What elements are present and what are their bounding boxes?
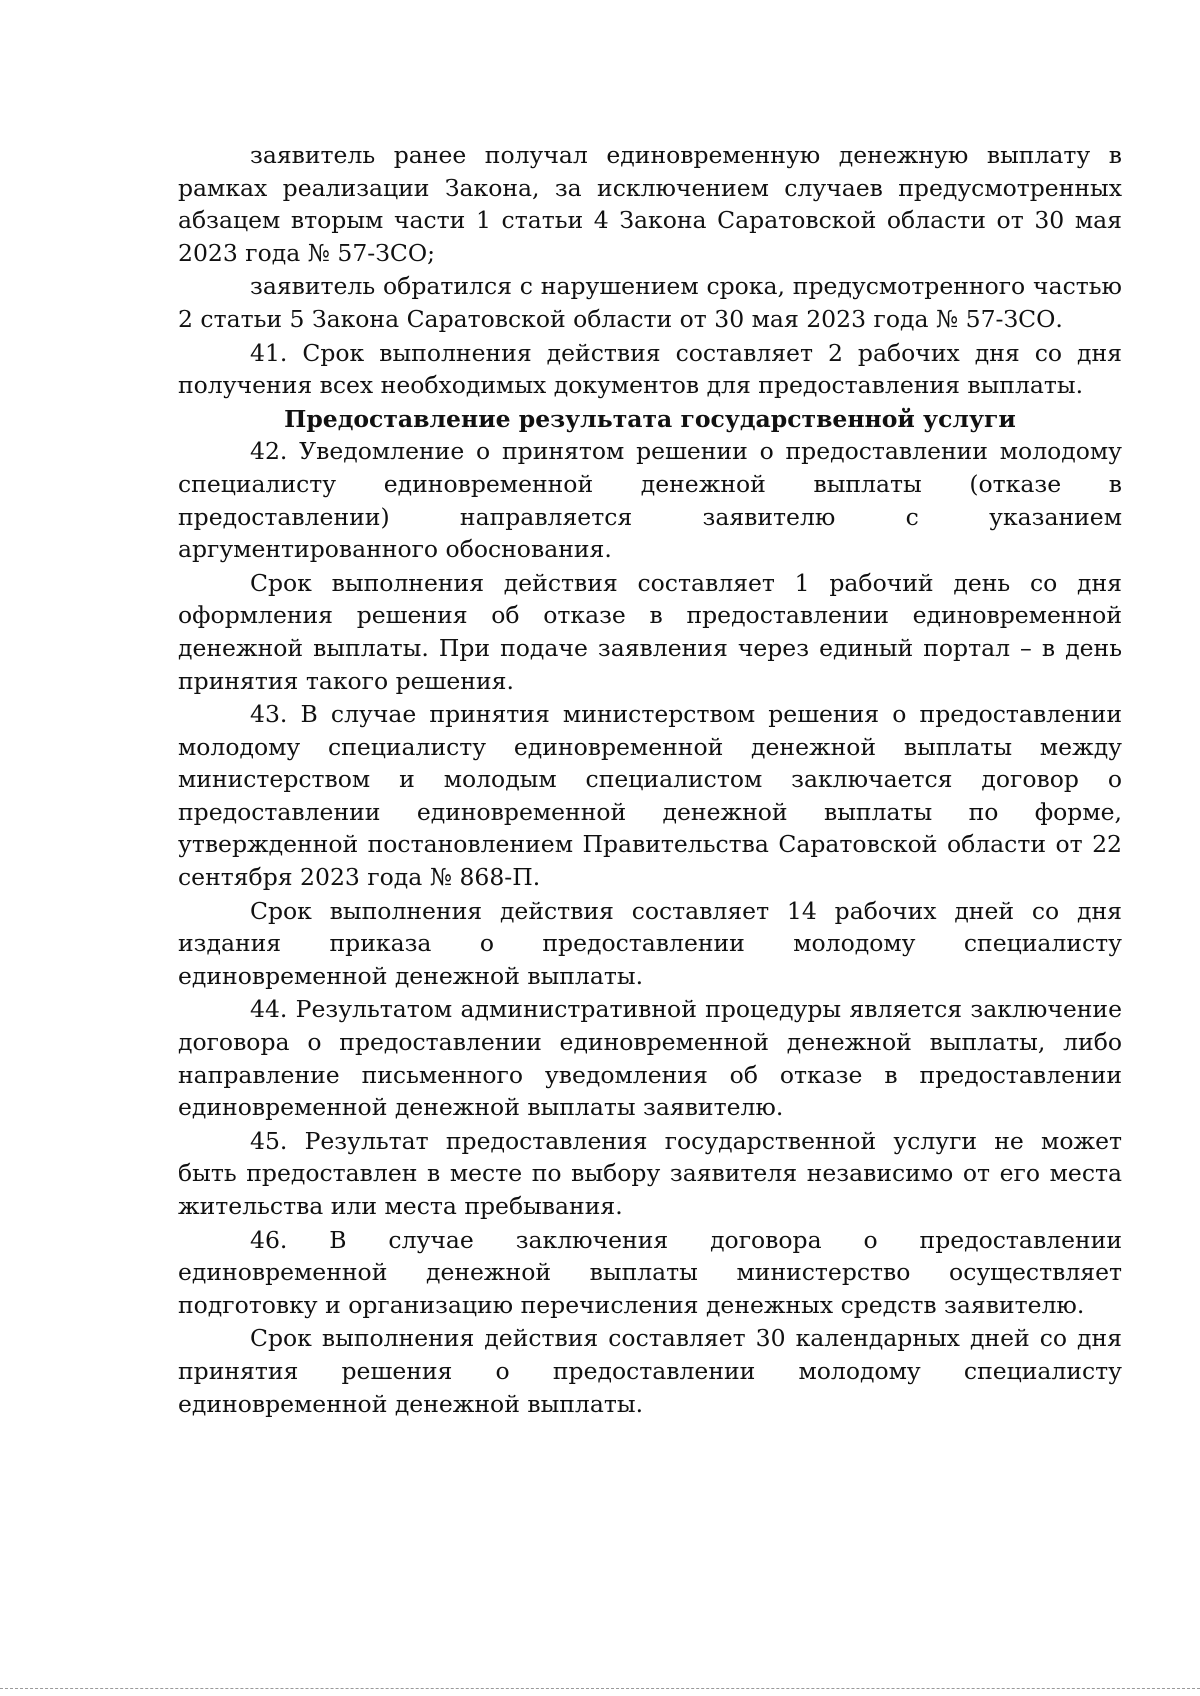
paragraph-46-term: Срок выполнения действия составляет 30 календарных дней со дня принятия решения о предоставлении молодому специалисту единовременной денежной выплаты. [178, 1324, 1122, 1418]
paragraph-43-term: Срок выполнения действия составляет 14 рабочих дней со дня издания приказа о предоставлении молодому специалисту единовременной денежной выплаты. [178, 896, 1122, 990]
paragraph-42: 42. Уведомление о принятом решении о предоставлении молодому специалисту единовременной денежной выплаты (отказе в предоставлении) направляется заявителю с указанием аргументированного обоснования. [178, 437, 1122, 564]
document-body [178, 139, 1122, 1421]
paragraph-46: 46. В случае заключения договора о предоставлении единовременной денежной выплаты министерство осуществляет подготовку и организацию перечисления денежных средств заявителю. [178, 1225, 1122, 1319]
paragraph-45: 45. Результат предоставления государственной услуги не может быть предоставлен в месте по выбору заявителя независимо от его места жительства или места пребывания. [178, 1126, 1122, 1220]
paragraph-previous-receipt: заявитель ранее получал единовременную денежную выплату в рамках реализации Закона, за исключением случаев предусмотренных абзацем вторым части 1 статьи 4 Закона Саратовской области от 30 мая 2023 года № 57-ЗСО; [178, 141, 1122, 267]
paragraph-43: 43. В случае принятия министерством решения о предоставлении молодому специалисту единовременной денежной выплаты между министерством и молодым специалистом заключается договор о предоставлении единовременной денежной выплаты по форме, утвержденной постановлением Правительства Саратовской области от 22 сентября 2023 года № 868-П. [178, 700, 1122, 892]
paragraph-42-term: Срок выполнения действия составляет 1 рабочий день со дня оформления решения об отказе в предоставлении единовременной денежной выплаты. При подаче заявления через единый портал – в день принятия такого решения. [178, 568, 1122, 695]
scan-edge-line [0, 1688, 1200, 1689]
paragraph-44: 44. Результатом административной процедуры является заключение договора о предоставлении единовременной денежной выплаты, либо направление письменного уведомления об отказе в предоставлении единовременной денежной выплаты заявителю. [178, 995, 1122, 1122]
paragraph-deadline-violation: заявитель обратился с нарушением срока, предусмотренного частью 2 статьи 5 Закона Саратовской области от 30 мая 2023 года № 57-ЗСО. [178, 272, 1122, 333]
section-heading: Предоставление результата государственной услуги [284, 404, 1016, 433]
paragraph-41: 41. Срок выполнения действия составляет 2 рабочих дня со дня получения всех необходимых документов для предоставления выплаты. [178, 338, 1122, 400]
